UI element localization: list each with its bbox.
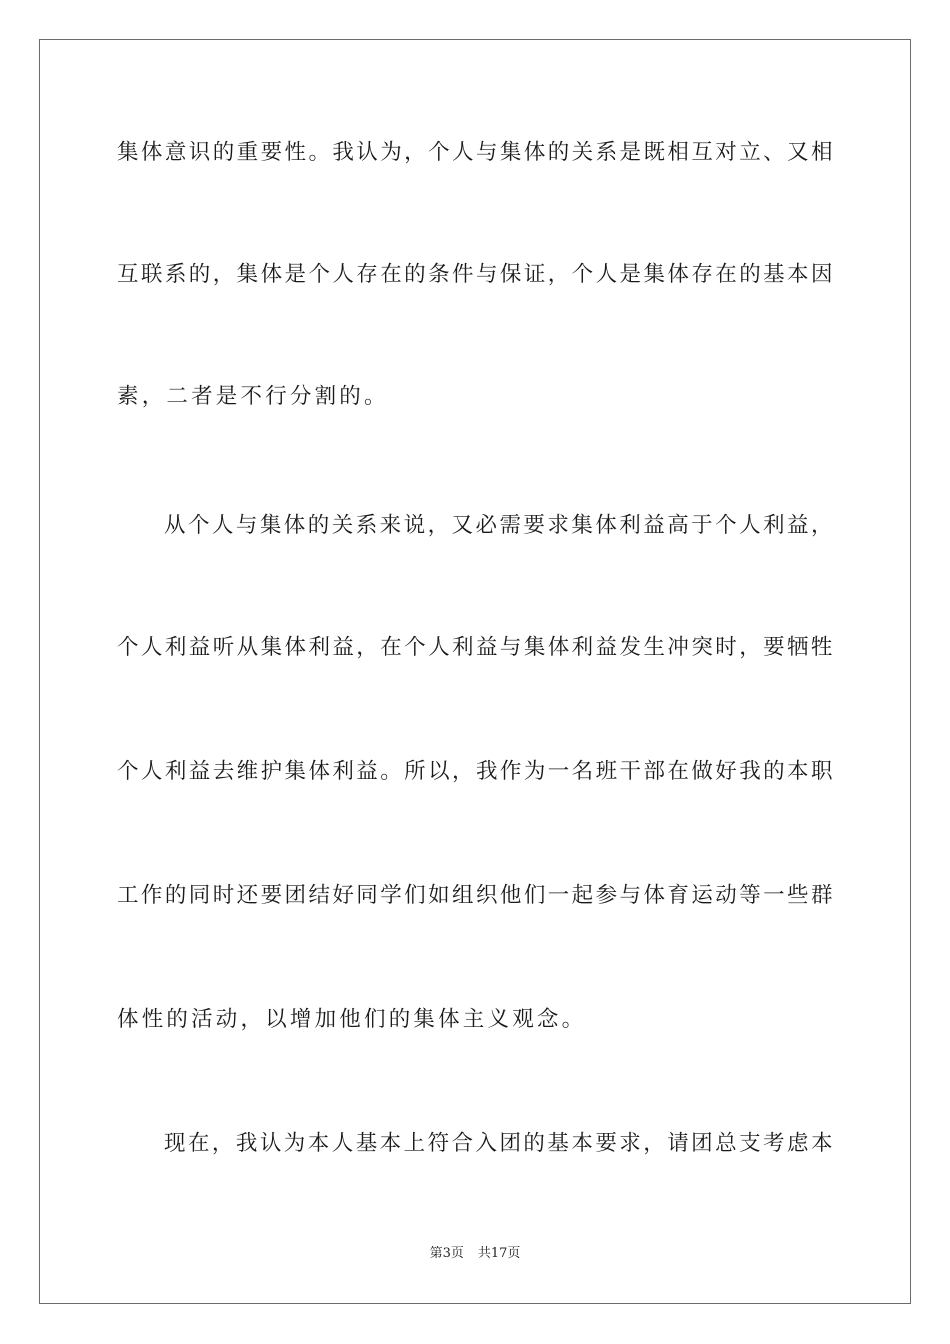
text-line-1: 集体意识的重要性。我认为，个人与集体的关系是既相互对立、又相 — [117, 140, 833, 165]
text-line-8: 体性的活动，以增加他们的集体主义观念。 — [117, 1007, 587, 1032]
text-line-5: 个人利益听从集体利益，在个人利益与集体利益发生冲突时，要牺牲 — [117, 635, 833, 660]
text-line-4: 从个人与集体的关系来说，又必需要求集体利益高于个人利益， — [164, 513, 833, 538]
text-line-6: 个人利益去维护集体利益。所以，我作为一名班干部在做好我的本职 — [117, 759, 833, 784]
text-line-2: 互联系的，集体是个人存在的条件与保证，个人是集体存在的基本因 — [117, 262, 833, 287]
page-total: 共17页 — [477, 1246, 521, 1261]
page-footer — [0, 1245, 950, 1263]
page-border — [39, 39, 911, 1304]
text-line-3: 素，二者是不行分割的。 — [117, 384, 389, 409]
text-line-7: 工作的同时还要团结好同学们如组织他们一起参与体育运动等一些群 — [117, 883, 833, 908]
text-line-9: 现在，我认为本人基本上符合入团的基本要求，请团总支考虑本 — [164, 1131, 833, 1156]
page-number: 第3页 — [429, 1246, 464, 1261]
